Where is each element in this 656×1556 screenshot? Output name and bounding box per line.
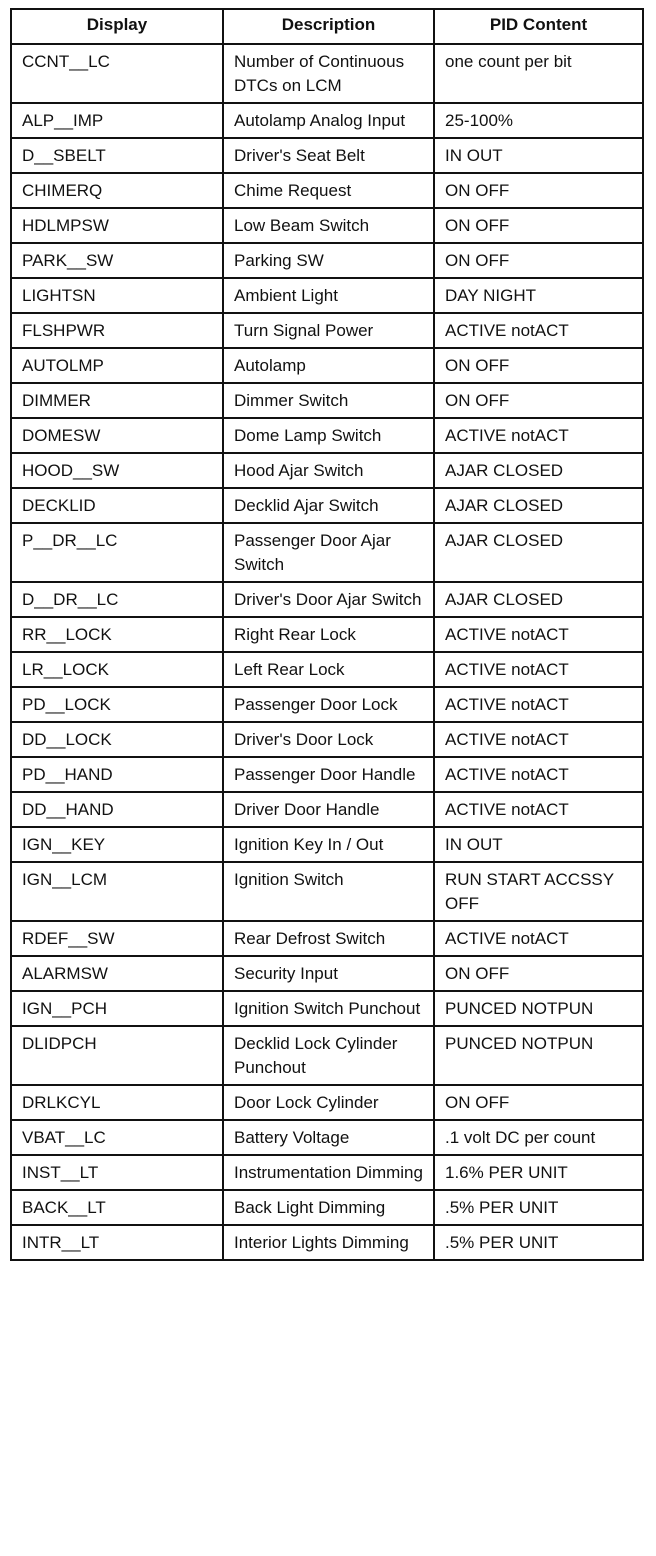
display-cell: DOMESW [11, 418, 223, 453]
display-cell: DD__HAND [11, 792, 223, 827]
table-row [11, 44, 643, 103]
pid-content-cell: PUNCED NOTPUN [434, 1026, 643, 1085]
table-row [11, 652, 643, 687]
description-cell: Battery Voltage [223, 1120, 434, 1155]
table-row [11, 757, 643, 792]
description-cell: Passenger Door Ajar Switch [223, 523, 434, 582]
pid-content-cell: ACTIVE notACT [434, 687, 643, 722]
display-cell: IGN__PCH [11, 991, 223, 1026]
description-cell: Security Input [223, 956, 434, 991]
description-cell: Chime Request [223, 173, 434, 208]
display-cell: D__SBELT [11, 138, 223, 173]
display-cell: P__DR__LC [11, 523, 223, 582]
pid-content-cell: ACTIVE notACT [434, 617, 643, 652]
pid-content-cell: PUNCED NOTPUN [434, 991, 643, 1026]
table-row [11, 1026, 643, 1085]
pid-content-cell: ON OFF [434, 956, 643, 991]
table-row [11, 1120, 643, 1155]
description-cell: Turn Signal Power [223, 313, 434, 348]
description-cell: Ignition Switch Punchout [223, 991, 434, 1026]
pid-content-cell: 1.6% PER UNIT [434, 1155, 643, 1190]
display-cell: INST__LT [11, 1155, 223, 1190]
display-cell: ALARMSW [11, 956, 223, 991]
pid-content-cell: one count per bit [434, 44, 643, 103]
pid-content-cell: ACTIVE notACT [434, 757, 643, 792]
table-row [11, 278, 643, 313]
table-row [11, 827, 643, 862]
display-cell: DIMMER [11, 383, 223, 418]
table-row [11, 383, 643, 418]
description-cell: Driver Door Handle [223, 792, 434, 827]
display-cell: VBAT__LC [11, 1120, 223, 1155]
description-cell: Back Light Dimming [223, 1190, 434, 1225]
pid-content-cell: AJAR CLOSED [434, 488, 643, 523]
display-cell: ALP__IMP [11, 103, 223, 138]
table-row [11, 418, 643, 453]
display-cell: HOOD__SW [11, 453, 223, 488]
table-row [11, 862, 643, 921]
display-cell: CCNT__LC [11, 44, 223, 103]
table-row [11, 1190, 643, 1225]
table-row [11, 617, 643, 652]
display-cell: LR__LOCK [11, 652, 223, 687]
pid-content-cell: .1 volt DC per count [434, 1120, 643, 1155]
header-description: Description [223, 9, 434, 44]
display-cell: DRLKCYL [11, 1085, 223, 1120]
display-cell: RDEF__SW [11, 921, 223, 956]
header-pid-content: PID Content [434, 9, 643, 44]
description-cell: Parking SW [223, 243, 434, 278]
table-row [11, 103, 643, 138]
display-cell: CHIMERQ [11, 173, 223, 208]
header-display: Display [11, 9, 223, 44]
description-cell: Door Lock Cylinder [223, 1085, 434, 1120]
pid-content-cell: ACTIVE notACT [434, 418, 643, 453]
description-cell: Ignition Key In / Out [223, 827, 434, 862]
description-cell: Right Rear Lock [223, 617, 434, 652]
description-cell: Number of Continuous DTCs on LCM [223, 44, 434, 103]
pid-content-cell: AJAR CLOSED [434, 523, 643, 582]
table-row [11, 956, 643, 991]
pid-content-cell: ON OFF [434, 348, 643, 383]
pid-content-cell: AJAR CLOSED [434, 453, 643, 488]
pid-content-cell: DAY NIGHT [434, 278, 643, 313]
display-cell: RR__LOCK [11, 617, 223, 652]
description-cell: Low Beam Switch [223, 208, 434, 243]
pid-content-cell: ACTIVE notACT [434, 652, 643, 687]
description-cell: Rear Defrost Switch [223, 921, 434, 956]
pid-table [10, 8, 644, 1261]
table-row [11, 138, 643, 173]
display-cell: PD__LOCK [11, 687, 223, 722]
description-cell: Passenger Door Lock [223, 687, 434, 722]
description-cell: Driver's Door Ajar Switch [223, 582, 434, 617]
display-cell: DECKLID [11, 488, 223, 523]
table-row [11, 991, 643, 1026]
pid-content-cell: .5% PER UNIT [434, 1190, 643, 1225]
table-row [11, 348, 643, 383]
pid-content-cell: ON OFF [434, 1085, 643, 1120]
pid-content-cell: ACTIVE notACT [434, 722, 643, 757]
description-cell: Interior Lights Dimming [223, 1225, 434, 1260]
table-row [11, 313, 643, 348]
description-cell: Autolamp Analog Input [223, 103, 434, 138]
display-cell: PARK__SW [11, 243, 223, 278]
display-cell: DLIDPCH [11, 1026, 223, 1085]
description-cell: Dimmer Switch [223, 383, 434, 418]
header-row [11, 9, 643, 44]
display-cell: IGN__KEY [11, 827, 223, 862]
pid-content-cell: ACTIVE notACT [434, 792, 643, 827]
description-cell: Autolamp [223, 348, 434, 383]
table-row [11, 1155, 643, 1190]
pid-content-cell: ACTIVE notACT [434, 921, 643, 956]
display-cell: DD__LOCK [11, 722, 223, 757]
display-cell: HDLMPSW [11, 208, 223, 243]
pid-content-cell: IN OUT [434, 138, 643, 173]
table-row [11, 921, 643, 956]
display-cell: PD__HAND [11, 757, 223, 792]
pid-content-cell: AJAR CLOSED [434, 582, 643, 617]
table-row [11, 243, 643, 278]
table-row [11, 722, 643, 757]
display-cell: D__DR__LC [11, 582, 223, 617]
display-cell: AUTOLMP [11, 348, 223, 383]
description-cell: Ignition Switch [223, 862, 434, 921]
description-cell: Dome Lamp Switch [223, 418, 434, 453]
pid-content-cell: ON OFF [434, 243, 643, 278]
description-cell: Hood Ajar Switch [223, 453, 434, 488]
display-cell: IGN__LCM [11, 862, 223, 921]
description-cell: Driver's Door Lock [223, 722, 434, 757]
description-cell: Driver's Seat Belt [223, 138, 434, 173]
table-row [11, 208, 643, 243]
pid-content-cell: RUN START ACCSSY OFF [434, 862, 643, 921]
display-cell: INTR__LT [11, 1225, 223, 1260]
pid-content-cell: ACTIVE notACT [434, 313, 643, 348]
table-row [11, 453, 643, 488]
pid-content-cell: .5% PER UNIT [434, 1225, 643, 1260]
table-row [11, 173, 643, 208]
table-row [11, 488, 643, 523]
table-row [11, 792, 643, 827]
description-cell: Left Rear Lock [223, 652, 434, 687]
description-cell: Decklid Ajar Switch [223, 488, 434, 523]
table-row [11, 523, 643, 582]
description-cell: Decklid Lock Cylinder Punchout [223, 1026, 434, 1085]
table-row [11, 1085, 643, 1120]
pid-content-cell: ON OFF [434, 383, 643, 418]
description-cell: Instrumentation Dimming [223, 1155, 434, 1190]
table-row [11, 582, 643, 617]
display-cell: FLSHPWR [11, 313, 223, 348]
table-row [11, 687, 643, 722]
pid-content-cell: 25-100% [434, 103, 643, 138]
display-cell: BACK__LT [11, 1190, 223, 1225]
description-cell: Passenger Door Handle [223, 757, 434, 792]
display-cell: LIGHTSN [11, 278, 223, 313]
pid-content-cell: IN OUT [434, 827, 643, 862]
table-row [11, 1225, 643, 1260]
pid-content-cell: ON OFF [434, 208, 643, 243]
pid-content-cell: ON OFF [434, 173, 643, 208]
description-cell: Ambient Light [223, 278, 434, 313]
